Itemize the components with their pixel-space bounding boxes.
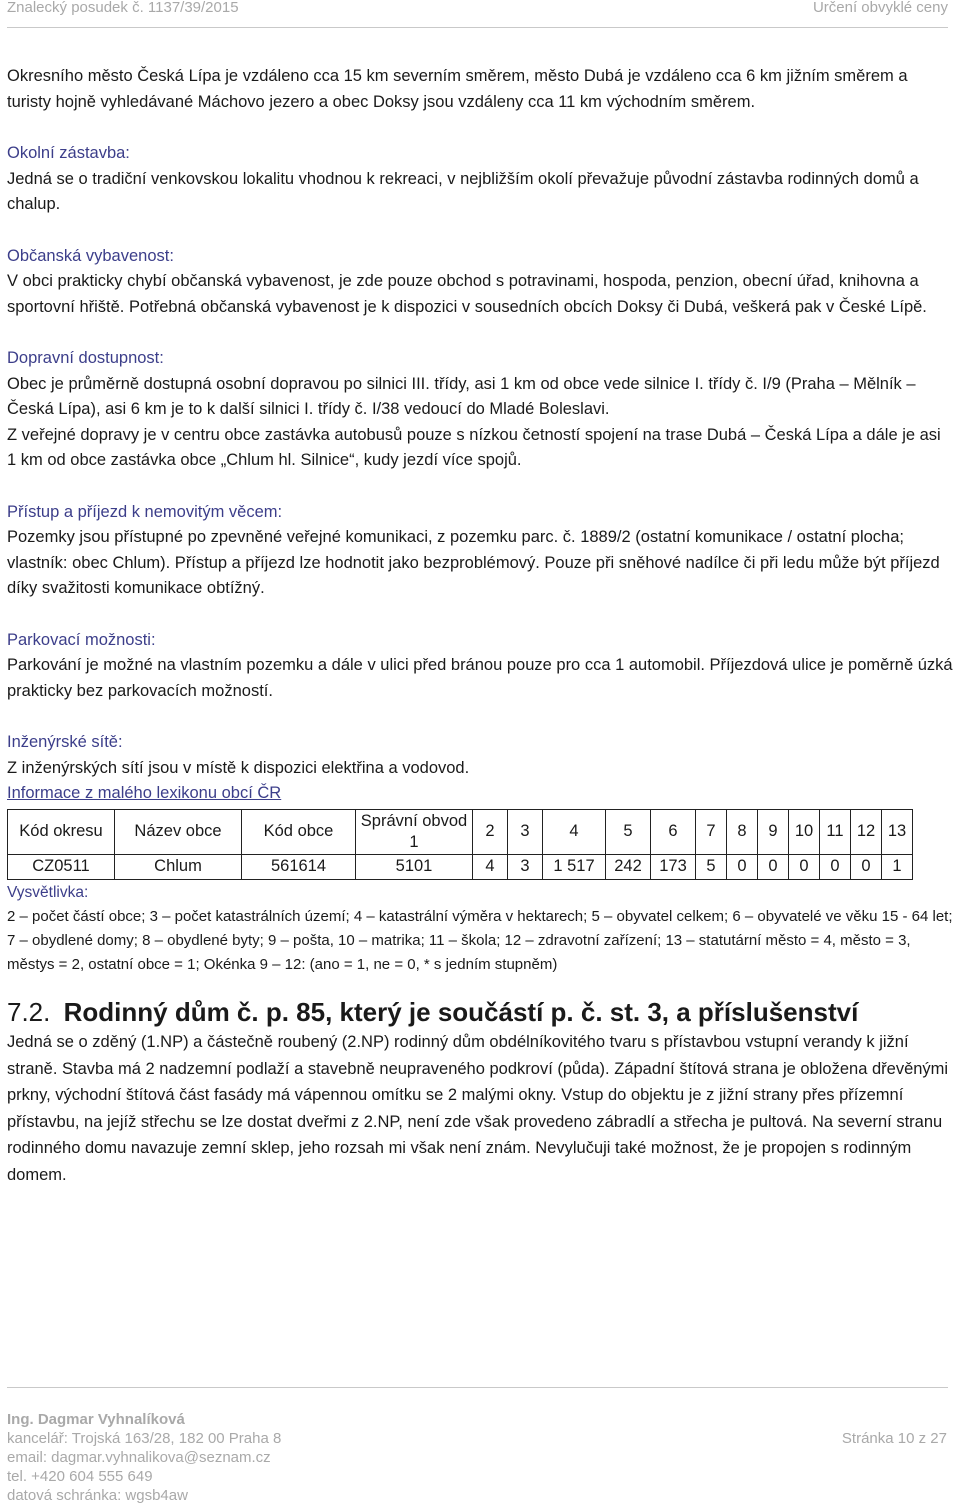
table-cell: 0 [727, 854, 758, 879]
col-header: 2 [473, 809, 508, 854]
col-header: 4 [543, 809, 606, 854]
section-okolni-zastavba [7, 141, 953, 218]
table-cell: 0 [820, 854, 851, 879]
section-paragraph: Z veřejné dopravy je v centru obce zastávka autobusů pouze s nízkou četností spojení na trase Dubá – Česká Lípa a dále je asi 1 km od obce zastávka obce „Chlum hl. Silnice“, kudy jezdí více spojů. [7, 425, 941, 469]
footer-divider [7, 1387, 948, 1388]
section-parkovaci-moznosti [7, 628, 953, 705]
table-cell: 561614 [242, 854, 356, 879]
section-heading: Dopravní dostupnost: [7, 349, 164, 367]
section-paragraph: Obec je průměrně dostupná osobní dopravou po silnici III. třídy, asi 1 km od obce vede silnice I. třídy č. I/9 (Praha – Mělník – Česká Lípa), asi 6 km je to k další silnici I. třídy č. I/38 vedoucí do Mladé Boleslavi. [7, 374, 916, 418]
col-header: 7 [696, 809, 727, 854]
table-cell: 0 [789, 854, 820, 879]
table-cell: 1 [882, 854, 913, 879]
col-header: 11 [820, 809, 851, 854]
author-email: email: dagmar.vyhnalikova@seznam.cz [7, 1449, 271, 1466]
table-cell: 3 [508, 854, 543, 879]
col-header: 12 [851, 809, 882, 854]
section-heading: Občanská vybavenost: [7, 246, 174, 265]
legend-text: 2 – počet částí obce; 3 – počet katastrálních území; 4 – katastrální výměra v hektarech; 5 – obyvatel celkem; 6 – obyvatelé ve věku 15 - 64 let; 7 – obydlené domy; 8 – obydlené byty; 9 – pošta, 10 – matrika; 11 – škola; 12 – zdravotní zařízení; 13 – statutární město = 4, město = 3, městys = 2, ostatní obce = 1; Okénka 9 – 12: (ano = 1, ne = 0, * s jedním stupněm) [7, 908, 953, 973]
table-cell: 0 [758, 854, 789, 879]
section-heading: Inženýrské sítě: [7, 733, 123, 751]
lexikon-header-row [8, 809, 913, 854]
section-heading: Přístup a příjezd k nemovitým věcem: [7, 502, 283, 521]
section-inzenyrske-site [7, 730, 953, 781]
page-footer [7, 1410, 947, 1505]
table-cell: 1 517 [543, 854, 606, 879]
document-body [7, 64, 953, 1188]
table-cell: 173 [651, 854, 696, 879]
section-paragraph: Z inženýrských sítí jsou v místě k dispozici elektřina a vodovod. [7, 758, 470, 777]
author-phone: tel. +420 604 555 649 [7, 1468, 153, 1485]
table-cell: 4 [473, 854, 508, 879]
col-header: 5 [606, 809, 651, 854]
author-databox: datová schránka: wgsb4aw [7, 1487, 188, 1504]
page-header [7, 0, 948, 28]
col-header: 3 [508, 809, 543, 854]
lexikon-table [7, 809, 913, 880]
header-section-title: Určení obvyklé ceny [812, 0, 948, 16]
col-header: Kód okresu [8, 809, 115, 854]
section-paragraph: V obci prakticky chybí občanská vybavenost, je zde pouze obchod s potravinami, hospoda, penzion, obecní úřad, knihovna a sportovní hřiště. Potřebná občanská vybavenost je k dispozici v sousedních obcích Doksy či Dubá, veškerá pak v České Lípě. [7, 272, 927, 316]
col-header: Správní obvod 1 [356, 809, 473, 854]
lexikon-title: Informace z malého lexikonu obcí ČR [7, 784, 282, 802]
table-cell: CZ0511 [8, 854, 115, 879]
section-title: Rodinný dům č. p. 85, který je součástí p. č. st. 3, a příslušenství [63, 997, 859, 1027]
legend-title: Vysvětlivka: [7, 883, 89, 901]
page-number: Stránka 10 z 27 [841, 1430, 947, 1447]
section-paragraph: Pozemky jsou přístupné po zpevněné veřejné komunikaci, z pozemku parc. č. 1889/2 (ostatní komunikace / ostatní plocha; vlastník: obec Chlum). Přístup a příjezd lze hodnotit jako bezproblémový. Pouze při sněhové nadílce či při ledu může být příjezd díky svažitosti komunikace obtížný. [7, 528, 940, 597]
header-document-title: Znalecký posudek č. 1137/39/2015 [7, 0, 239, 16]
table-cell: Chlum [115, 854, 242, 879]
intro-paragraph: Okresního město Česká Lípa je vzdáleno cca 15 km severním směrem, město Dubá je vzdáleno cca 6 km jižním směrem a turisty hojně vyhledávané Máchovo jezero a obec Doksy jsou vzdáleny cca 11 km východním směrem. [7, 67, 908, 111]
table-cell: 0 [851, 854, 882, 879]
col-header: 6 [651, 809, 696, 854]
col-header: 10 [789, 809, 820, 854]
col-header: 8 [727, 809, 758, 854]
section-7-2-heading [7, 995, 953, 1029]
section-7-2-paragraph: Jedná se o zděný (1.NP) a částečně roubený (2.NP) rodinný dům obdélníkovitého tvaru s přístavbou vstupní verandy k jižní straně. Stavba má 2 nadzemní podlaží a stavebně neupraveného podkroví (půda). Západní štítová strana je obložena dřevěnými prkny, východní štítová část fasády má vápennou omítku se 2 malými okny. Vstup do objektu je z jižní strany přes přízemní přístavbu, na jejíž střechu se lze dostat dveřmi z 2.NP, není zde však provedeno zábradlí a střecha je pultová. Na severní stranu rodinného domu navazuje zemní sklep, jeho rozsah mi však není znám. Nevylučuji také možnost, že je propojen s rodinným domem. [7, 1033, 949, 1184]
table-cell: 242 [606, 854, 651, 879]
col-header: 13 [882, 809, 913, 854]
section-heading: Parkovací možnosti: [7, 630, 156, 649]
table-cell: 5101 [356, 854, 473, 879]
col-header: 9 [758, 809, 789, 854]
section-number: 7.2. [7, 997, 51, 1027]
section-dopravni-dostupnost [7, 346, 953, 474]
author-name: Ing. Dagmar Vyhnalíková [7, 1411, 185, 1428]
header-divider [7, 27, 948, 28]
section-paragraph: Parkování je možné na vlastním pozemku a dále v ulici před bránou pouze pro cca 1 automobil. Příjezdová ulice je poměrně úzká prakticky bez parkovacích možností. [7, 656, 953, 700]
section-paragraph: Jedná se o tradiční venkovskou lokalitu vhodnou k rekreaci, v nejbližším okolí převažuje původní zástavba rodinných domů a chalup. [7, 169, 919, 213]
table-row [8, 854, 913, 879]
section-pristup-prijezd [7, 500, 953, 602]
col-header: Název obce [115, 809, 242, 854]
table-cell: 5 [696, 854, 727, 879]
author-office: kancelář: Trojská 163/28, 182 00 Praha 8 [7, 1430, 282, 1447]
section-heading: Okolní zástavba: [7, 144, 130, 162]
section-obcanska-vybavenost [7, 244, 953, 321]
col-header: Kód obce [242, 809, 356, 854]
